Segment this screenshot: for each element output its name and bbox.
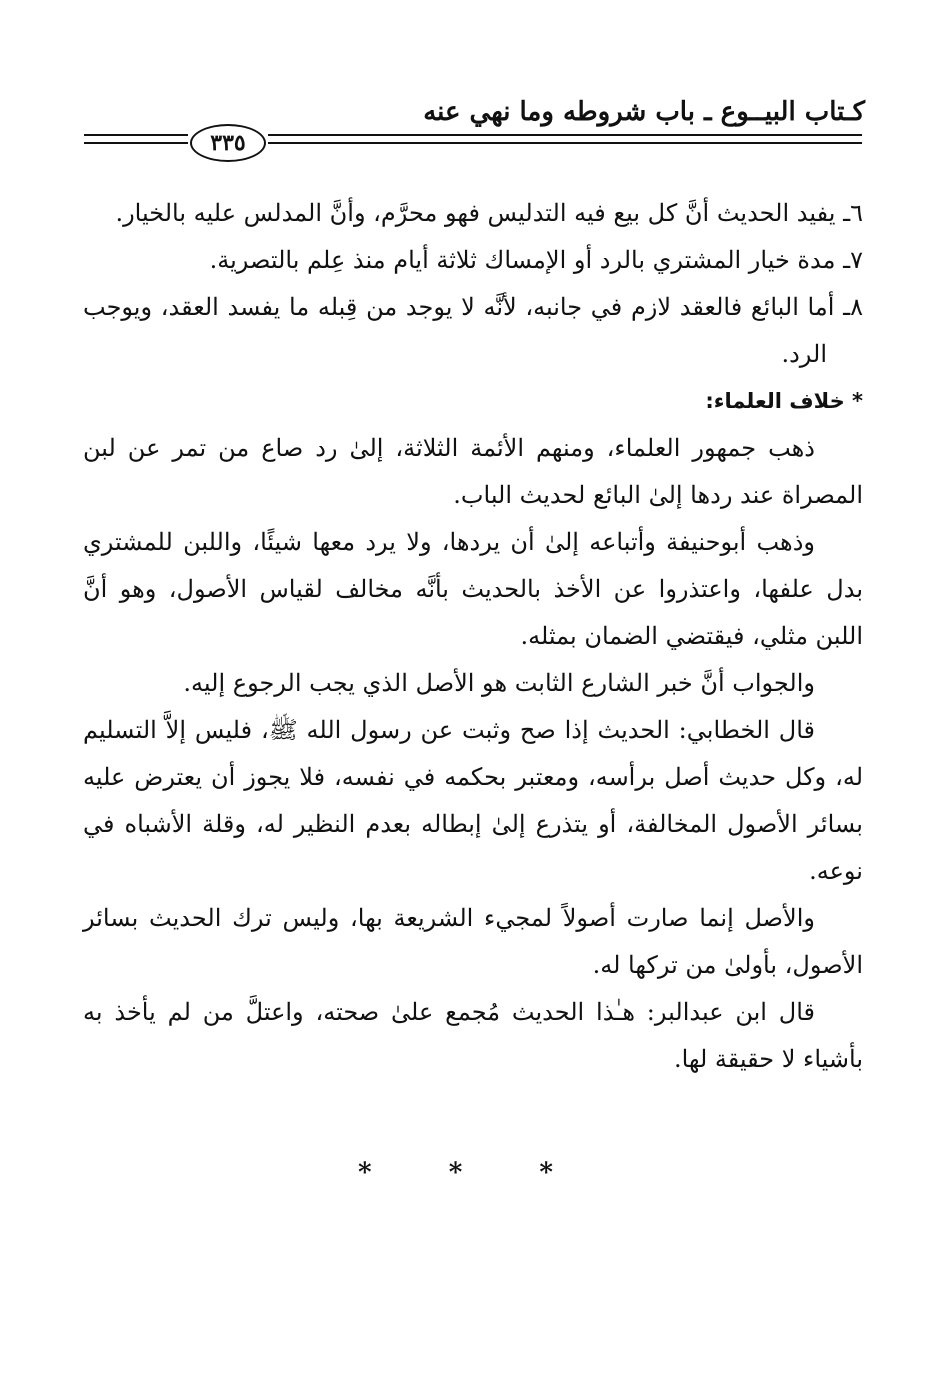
page-number-frame (190, 124, 266, 162)
point-8: ٨ـ أما البائع فالعقد لازم في جانبه، لأنَّه لا يوجد من قِبله ما يفسد العقد، ويوجب الرد. (83, 293, 863, 368)
end-ornament: * * * (358, 1158, 587, 1188)
header-rule-right-bottom (268, 142, 862, 144)
header-rule-right-top (268, 134, 862, 136)
paragraph-hanafi-view: وذهب أبوحنيفة وأتباعه إلىٰ أن يردها، ولا يرد معها شيئًا، واللبن للمشتري بدل علفها، واعتذروا عن الأخذ بالحديث بأنَّه مخالف لقياس الأصول، وهو أنَّ اللبن مثلي، فيقتضي الضمان بمثله. (83, 528, 864, 650)
running-header-title: كـتاب البيــوع ـ باب شروطه وما نهي عنه (423, 97, 865, 127)
paragraph-majority-view: ذهب جمهور العلماء، ومنهم الأئمة الثلاثة، إلىٰ رد صاع من تمر عن لبن المصراة عند ردها إلىٰ البائع لحديث الباب. (83, 434, 863, 509)
point-6: ٦ـ يفيد الحديث أنَّ كل بيع فيه التدليس فهو محرَّم، وأنَّ المدلس عليه بالخيار. (115, 199, 863, 227)
body-text (83, 190, 863, 1083)
point-7: ٧ـ مدة خيار المشتري بالرد أو الإمساك ثلاثة أيام منذ عِلم بالتصرية. (209, 246, 863, 274)
paragraph-ibn-abdulbarr-quote: قال ابن عبدالبر: هـٰذا الحديث مُجمع علىٰ صحته، واعتلَّ من لم يأخذ به بأشياء لا حقيقة لها. (83, 998, 863, 1073)
section-heading: * خلاف العلماء: (705, 389, 863, 413)
page-number: ٣٣٥ (210, 130, 246, 156)
paragraph-answer: والجواب أنَّ خبر الشارع الثابت هو الأصل الذي يجب الرجوع إليه. (183, 669, 815, 697)
paragraph-khattabi-quote: قال الخطابي: الحديث إذا صح وثبت عن رسول الله ﷺ، فليس إلاَّ التسليم له، وكل حديث أصل برأسه، ومعتبر بحكمه في نفسه، فلا يجوز أن يعترض عليه بسائر الأصول المخالفة، أو يتذرع إلىٰ إبطاله بعدم النظير له، وقلة الأشباه في نوعه. (83, 716, 864, 885)
header-rule-left-top (84, 134, 188, 136)
header-rule-left-bottom (84, 142, 188, 144)
paragraph-principles: والأصل إنما صارت أصولاً لمجيء الشريعة بها، وليس ترك الحديث بسائر الأصول، بأولىٰ من تركها له. (83, 904, 863, 979)
